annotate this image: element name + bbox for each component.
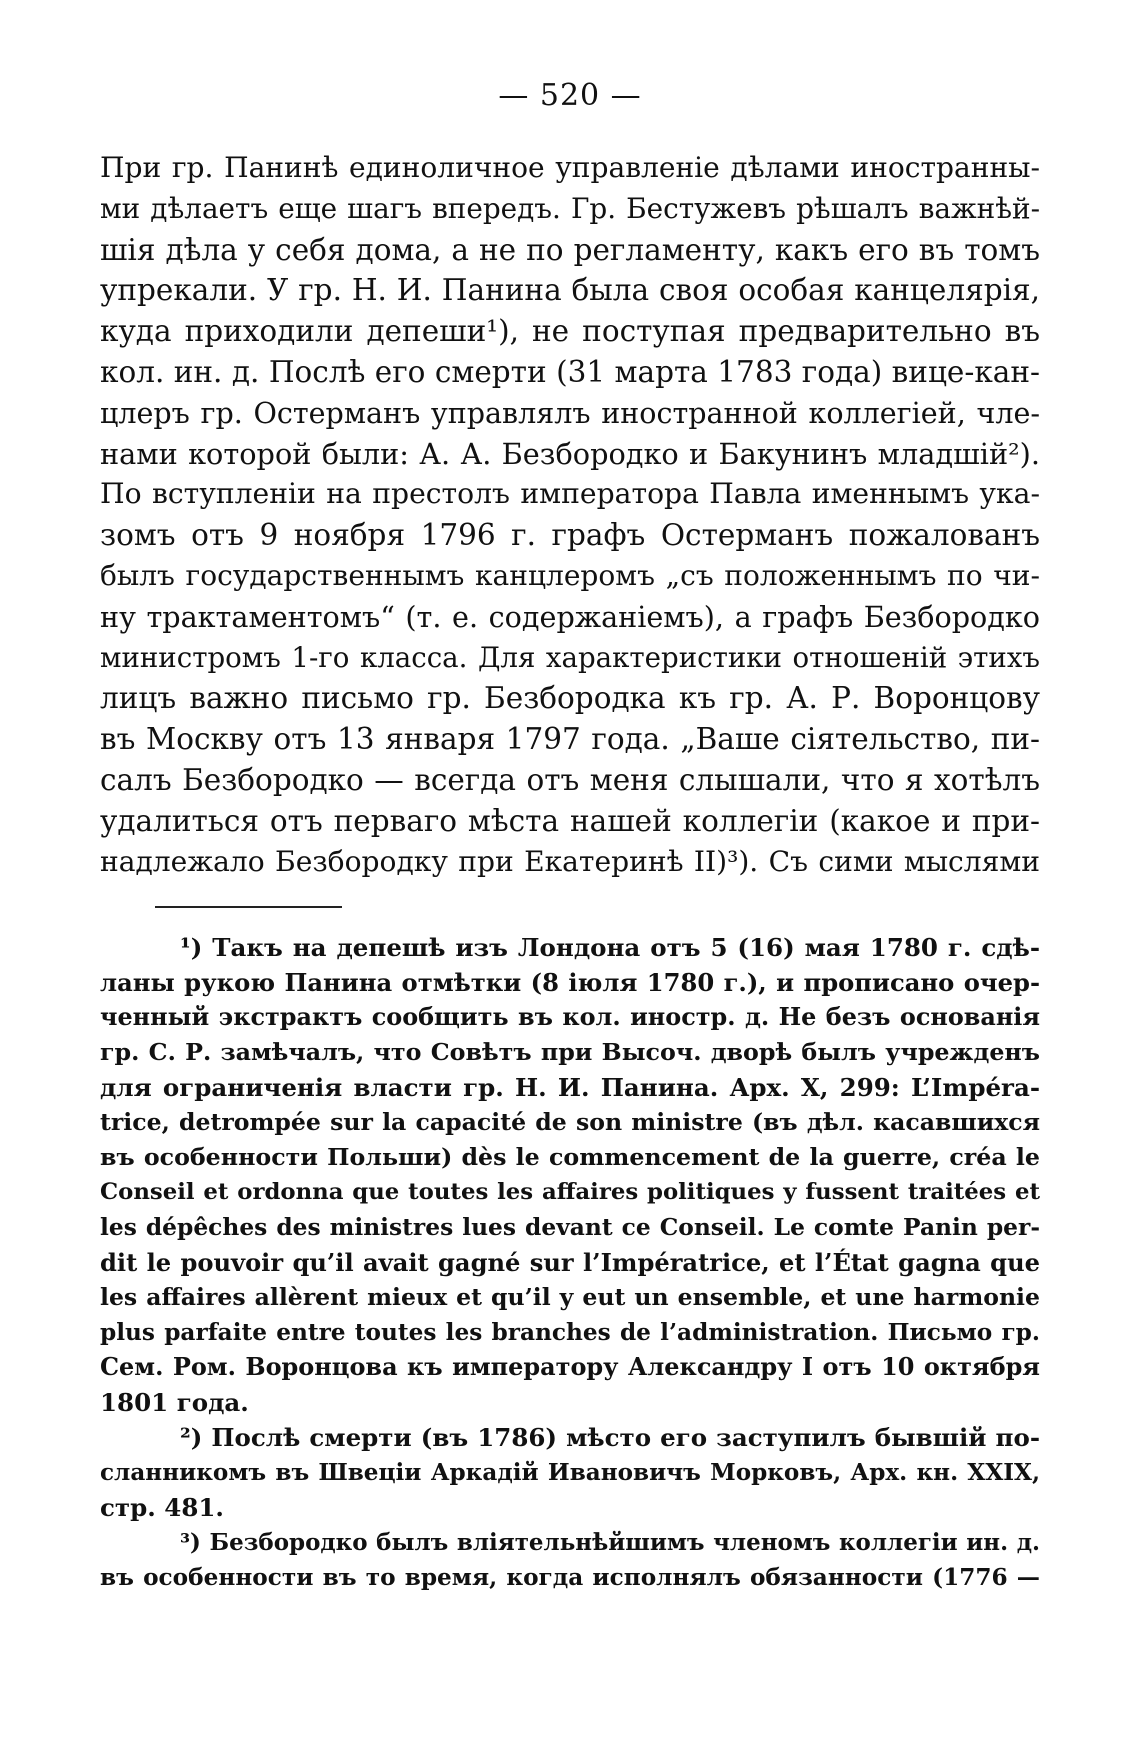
text-line: надлежало Безбородку при Екатеринѣ II)³). Съ сими мыслями (100, 844, 1040, 878)
text-line: цлеръ гр. Остерманъ управлялъ иностранной коллегіей, чле- (100, 395, 1040, 430)
footnote-1-line: ланы рукою Панина отмѣтки (8 іюля 1780 г.), и прописано очер- (100, 968, 1040, 997)
text-line: министромъ 1-го класса. Для характеристики отношеній этихъ (100, 640, 1040, 674)
footnote-1-line: les dépêches des ministres lues devant ce Conseil. Le comte Panin per- (100, 1213, 1040, 1241)
text-line: кол. ин. д. Послѣ его смерти (31 марта 1783 года) вице-кан- (100, 354, 1040, 389)
text-line: ми дѣлаетъ еще шагъ впередъ. Гр. Бестужевъ рѣшалъ важнѣй- (100, 191, 1040, 225)
footnote-1-line: ченный экстрактъ сообщить въ кол. иностр. д. Не безъ основанія (100, 1003, 1040, 1031)
footnote-1-line: 1801 года. (100, 1388, 249, 1417)
footnote-1-line: dit le pouvoir qu’il avait gagné sur l’Impératrice, et l’État gagna que (100, 1248, 1040, 1277)
footnote-1-line: plus parfaite entre toutes les branches de l’administration. Письмо гр. (100, 1319, 1040, 1346)
footnote-1-line: ¹) Такъ на депешѣ изъ Лондона отъ 5 (16) мая 1780 г. сдѣ- (180, 933, 1040, 962)
text-line: По вступленіи на престолъ императора Павла именнымъ ука- (100, 477, 1040, 511)
footnote-1-line: trice, detrompée sur la capacité de son ministre (въ дѣл. касавшихся (100, 1108, 1040, 1136)
footnote-3-line: ³) Безбородко былъ вліятельнѣйшимъ членомъ коллегіи ин. д. (180, 1529, 1040, 1556)
text-line: въ Москву отъ 13 января 1797 года. „Ваше сіятельство, пи- (100, 722, 1040, 757)
text-line: нами которой были: А. А. Безбородко и Бакунинъ младшій²). (100, 436, 1040, 471)
text-line: былъ государственнымъ канцлеромъ „съ положеннымъ по чи- (100, 558, 1040, 592)
text-line: удалиться отъ перваго мѣста нашей коллегіи (какое и при- (100, 803, 1040, 838)
page-number: — 520 — (498, 78, 642, 113)
footnote-2-line: сланникомъ въ Швеціи Аркадій Ивановичъ Морковъ, Арх. кн. XXIX, (100, 1459, 1040, 1486)
footnote-2-line: ²) Послѣ смерти (въ 1786) мѣсто его заступилъ бывшій по- (180, 1423, 1040, 1452)
text-line: куда приходили депеши¹), не поступая предварительно въ (100, 314, 1040, 349)
text-line: ну трактаментомъ“ (т. е. содержаніемъ), а графъ Безбородко (100, 599, 1040, 634)
text-line: упрекали. У гр. Н. И. Панина была своя особая канцелярія, (100, 273, 1040, 308)
footnote-1-line: для ограниченія власти гр. Н. И. Панина. Арх. X, 299: L’Impéra- (100, 1073, 1040, 1102)
footnotes (100, 930, 1040, 1595)
text-line: салъ Безбородко — всегда отъ меня слышали, что я хотѣлъ (100, 762, 1040, 797)
text-line: лицъ важно письмо гр. Безбородка къ гр. А. Р. Воронцову (100, 681, 1040, 716)
text-line: При гр. Панинѣ единоличное управленіе дѣлами иностранны- (100, 151, 1040, 184)
footnote-1-line: въ особенности Польши) dès le commencement de la guerre, créa le (100, 1143, 1040, 1171)
footnote-1-line: гр. С. Р. замѣчалъ, что Совѣтъ при Высоч. дворѣ былъ учрежденъ (100, 1038, 1040, 1066)
footnote-2-line: стр. 481. (100, 1493, 224, 1522)
footnote-3-line: въ особенности въ то время, когда исполнялъ обязанности (1776 — (100, 1564, 1040, 1591)
footnote-1-line: les affaires allèrent mieux et qu’il y eut un ensemble, et une harmonie (100, 1283, 1040, 1311)
footnote-1-line: Сем. Ром. Воронцова къ императору Александру I отъ 10 октября (100, 1353, 1040, 1381)
text-line: зомъ отъ 9 ноября 1796 г. графъ Остерманъ пожалованъ (100, 518, 1040, 553)
main-text (100, 148, 1040, 882)
footnote-divider (155, 906, 342, 908)
text-line: шія дѣла у себя дома, а не по регламенту, какъ его въ томъ (100, 232, 1040, 267)
footnote-1-line: Conseil et ordonna que toutes les affaires politiques y fussent traitées et (100, 1179, 1040, 1205)
